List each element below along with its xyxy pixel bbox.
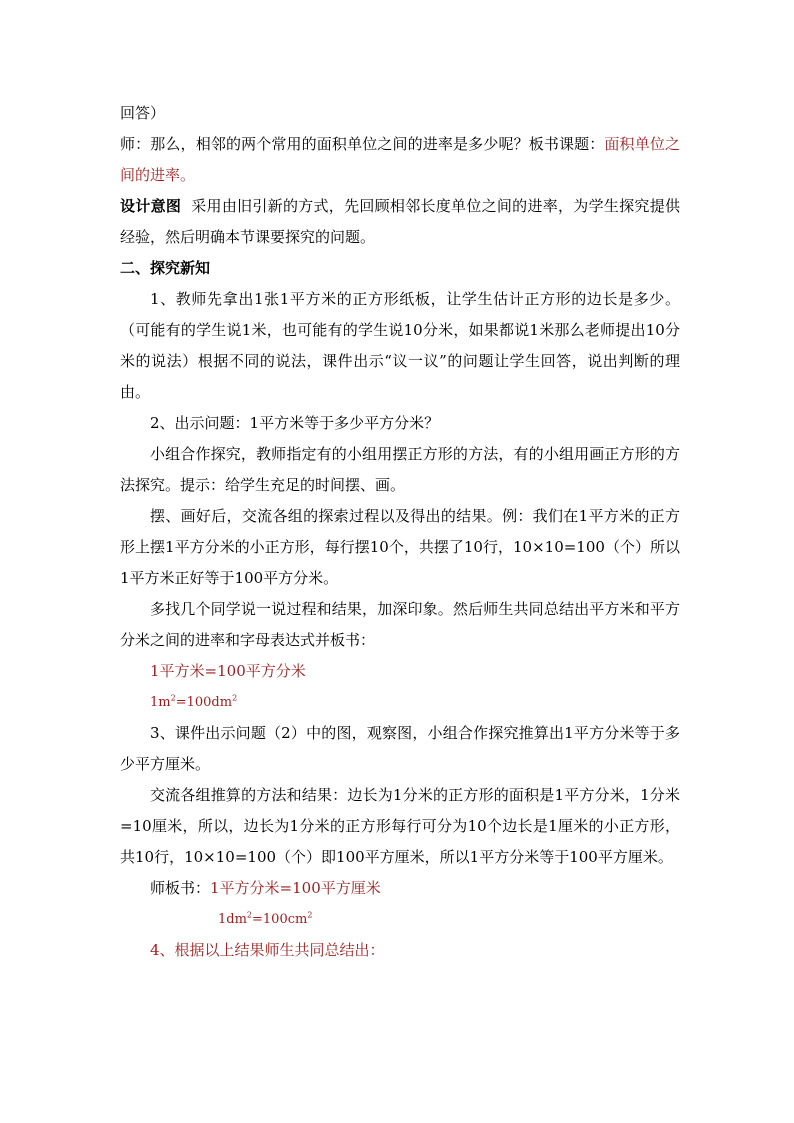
summary-1-text: 多找几个同学说一说过程和结果，加深印象。然后师生共同总结出平方米和平方分米之间的进率和字母表达式并板书： xyxy=(120,600,680,649)
step-4-paragraph xyxy=(120,935,680,966)
after-work-text: 摆、画好后，交流各组的探索过程以及得出的结果。例：我们在1平方米的正方形上摆1平方分米的小正方形，每行摆10个，共摆了10行，10×10=100（个）所以1平方米正好等于100平方分米。 xyxy=(120,507,680,587)
board-label: 师板书： xyxy=(150,879,211,897)
group-work-text: 小组合作探究，教师指定有的小组用摆正方形的方法，有的小组用画正方形的方法探究。提示：给学生充足的时间摆、画。 xyxy=(120,445,680,494)
section-2-heading xyxy=(120,253,680,284)
step-3-paragraph xyxy=(120,718,680,780)
design-intent-paragraph xyxy=(120,191,680,253)
exchange-text: 交流各组推算的方法和结果：边长为1分米的正方形的面积是1平方分米，1分米=10厘米，所以，边长为1分米的正方形每行可分为10个边长是1厘米的小正方形，共10行，10×10=100（个）即100平方厘米，所以1平方分米等于100平方厘米。 xyxy=(120,786,680,866)
lesson-topic-text: 面积单位之间的进率。 xyxy=(120,135,680,184)
design-intent-text: 采用由旧引新的方式，先回顾相邻长度单位之间的进率，为学生探究提供经验，然后明确本节课要探究的问题。 xyxy=(120,197,680,246)
step-3-text: 3、课件出示问题（2）中的图，观察图，小组合作探究推算出1平方分米等于多少平方厘米。 xyxy=(120,724,680,773)
formula-1-symbol-line xyxy=(120,687,680,718)
formula-2-symbol-line xyxy=(120,904,680,935)
formula-1-symbol-b: =100dm xyxy=(175,695,233,710)
formula-1-line xyxy=(120,656,680,687)
teacher-question-text: 师：那么，相邻的两个常用的面积单位之间的进率是多少呢？板书课题： xyxy=(120,135,605,153)
formula-2-symbol-a-exponent: 2 xyxy=(246,910,253,920)
answer-end-line xyxy=(120,98,680,129)
formula-1-text: 1平方米=100平方分米 xyxy=(150,662,306,680)
step-1-text: 1、教师先拿出1张1平方米的正方形纸板，让学生估计正方形的边长是多少。（可能有的学生说1米，也可能有的学生说10分米，如果都说1米那么老师提出10分米的说法）根据不同的说法，课件出示“议一议”的问题让学生回答，说出判断的理由。 xyxy=(120,290,680,401)
board-line xyxy=(120,873,680,904)
step-4-text: 4、根据以上结果师生共同总结出： xyxy=(150,941,385,959)
formula-2-text: 1平方分米=100平方厘米 xyxy=(210,879,381,897)
formula-2-symbol-b: =100cm xyxy=(252,912,308,927)
formula-2-symbol-b-exponent: 2 xyxy=(307,910,313,920)
after-work-paragraph xyxy=(120,501,680,594)
formula-1-symbol-a: 1m xyxy=(150,695,171,710)
step-1-paragraph xyxy=(120,284,680,408)
step-2-text: 2、出示问题：1平方米等于多少平方分米？ xyxy=(150,414,440,432)
section-2-title: 二、探究新知 xyxy=(120,259,211,277)
formula-2-symbol-a: 1dm xyxy=(218,912,247,927)
formula-1-symbol-b-exponent: 2 xyxy=(232,693,238,703)
summary-1-paragraph xyxy=(120,594,680,656)
exchange-paragraph xyxy=(120,780,680,873)
design-intent-label: 设计意图 xyxy=(120,197,182,215)
document-page xyxy=(120,98,680,966)
answer-end-text: 回答） xyxy=(120,104,166,122)
formula-1-symbol-a-exponent: 2 xyxy=(170,693,176,703)
step-2-paragraph xyxy=(120,408,680,439)
teacher-question-paragraph xyxy=(120,129,680,191)
group-work-paragraph xyxy=(120,439,680,501)
